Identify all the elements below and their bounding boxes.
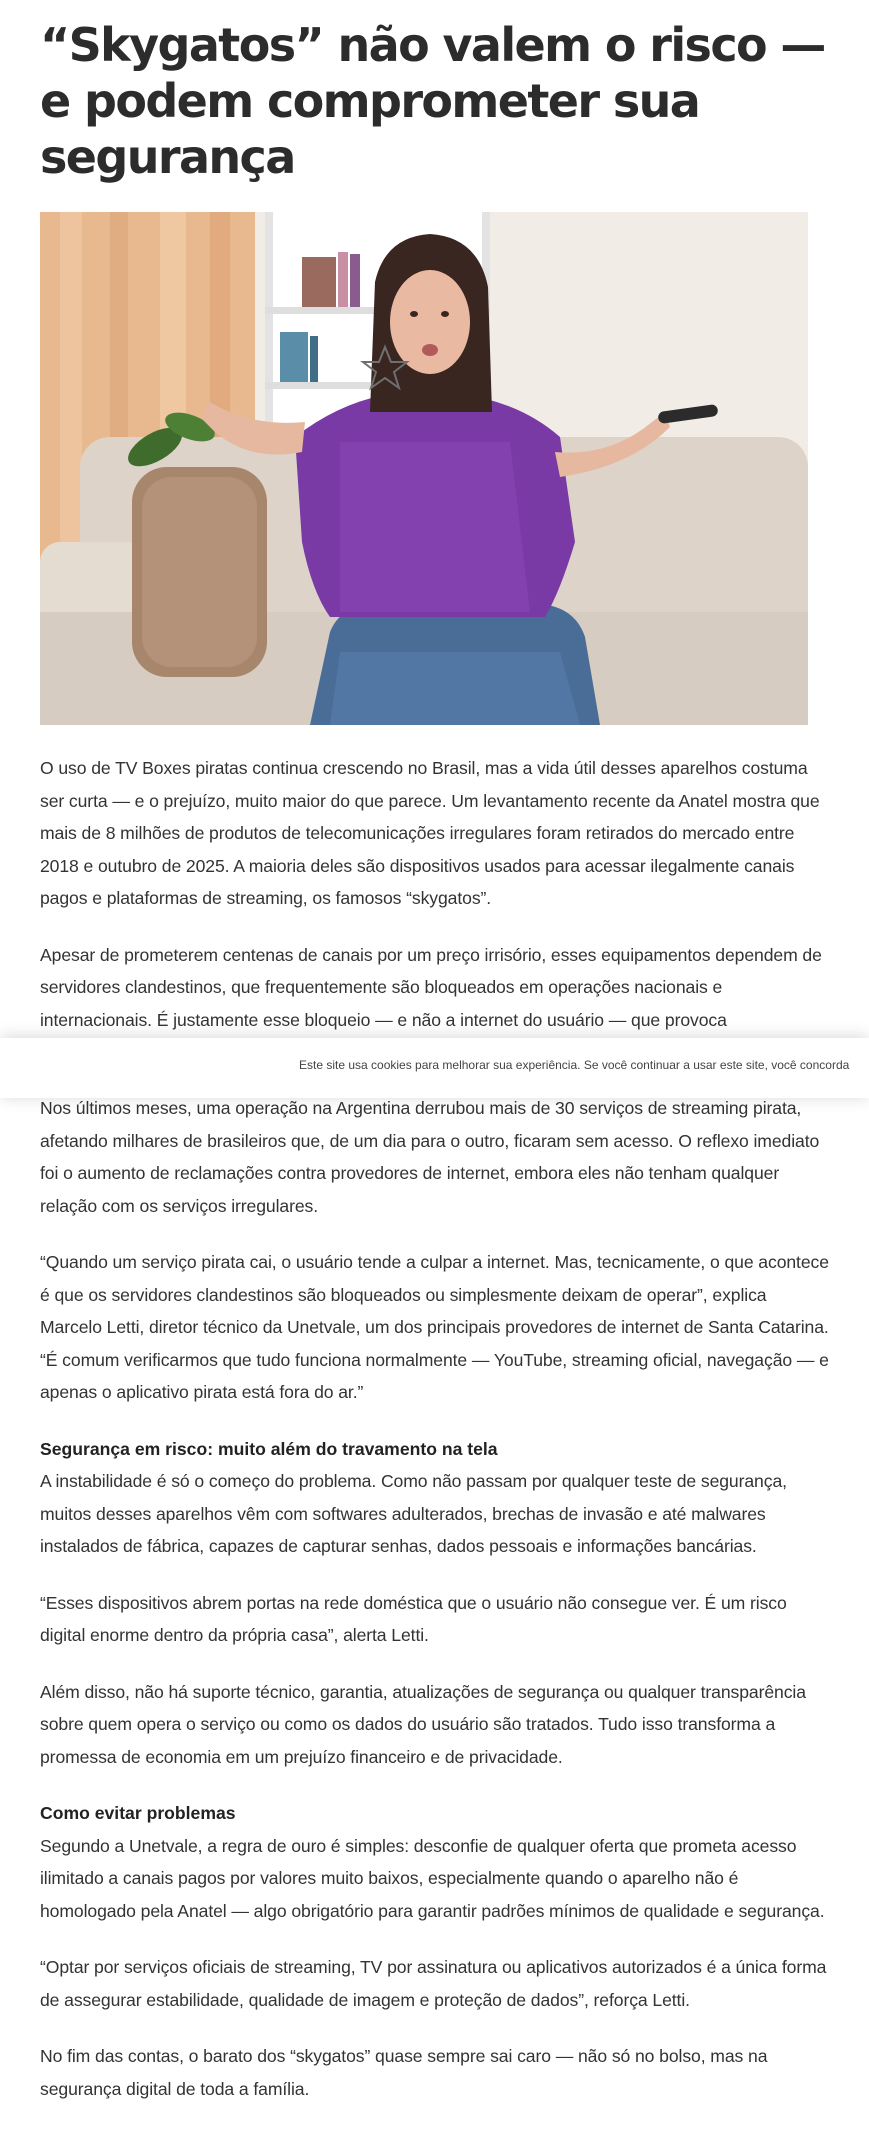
cookie-notice-bar[interactable]: [0, 1038, 869, 1098]
article-paragraph: Nos últimos meses, uma operação na Argentina derrubou mais de 30 serviços de streaming pirata, afetando milhares de brasileiros que, de um dia para o outro, ficaram sem acesso. O reflexo imediato foi o aumento de reclamações contra provedores de internet, embora eles não tenham qualquer relação com os serviços irregulares.: [40, 1098, 820, 1216]
article-paragraph: A instabilidade é só o começo do problema. Como não passam por qualquer teste de segurança, muitos desses aparelhos vêm com softwares adulterados, brechas de invasão e até malwares instalados de fábrica, capazes de capturar senhas, dados pessoais e informações bancárias.: [40, 1471, 787, 1556]
article-paragraph: No fim das contas, o barato dos “skygatos” quase sempre sai caro — não só no bolso, mas na segurança digital de toda a família.: [40, 2046, 768, 2099]
article-paragraph: “Esses dispositivos abrem portas na rede doméstica que o usuário não consegue ver. É um risco digital enorme dentro da própria casa”, alerta Letti.: [40, 1592, 787, 1645]
article-body: [40, 1092, 830, 2129]
article-paragraph: “Optar por serviços oficiais de streaming, TV por assinatura ou aplicativos autorizados é a única forma de assegurar estabilidade, qualidade de imagem e proteção de dados”, reforça Letti.: [40, 1957, 827, 2010]
section-heading-avoid-problems: Como evitar problemas: [40, 1803, 236, 1823]
article-paragraph: Apesar de prometerem centenas de canais por um preço irrisório, esses equipamentos dependem de servidores clandestinos, que frequentemente são bloqueados em operações nacionais e internacionais. É justamente esse bloqueio — e não a internet do usuário — que provoca: [40, 944, 822, 1030]
article-paragraph: Além disso, não há suporte técnico, garantia, atualizações de segurança ou qualquer transparência sobre quem opera o serviço ou como os dados do usuário são tratados. Tudo isso transforma a promessa de economia em um prejuízo financeiro e de privacidade.: [40, 1681, 806, 1767]
hero-image: [40, 212, 808, 725]
article-intro: [40, 752, 830, 1060]
article-paragraph: Segundo a Unetvale, a regra de ouro é simples: desconfie de qualquer oferta que prometa acesso ilimitado a canais pagos por valores muito baixos, especialmente quando o aparelho não é homologado pela Anatel — algo obrigatório para garantir padrões mínimos de qualidade e segurança.: [40, 1835, 825, 1921]
article-paragraph: “Quando um serviço pirata cai, o usuário tende a culpar a internet. Mas, tecnicamente, o que acontece é que os servidores clandestinos são bloqueados ou simplesmente deixam de operar”, explica Marcelo Letti, diretor técnico da Unetvale, um dos principais provedores de internet de Santa Catarina. “É comum verificarmos que tudo funciona normalmente — YouTube, streaming oficial, navegação — e apenas o aplicativo pirata está fora do ar.”: [40, 1252, 829, 1402]
section-heading-security: Segurança em risco: muito além do travamento na tela: [40, 1438, 498, 1459]
article-title: “Skygatos” não valem o risco — e podem comprometer sua segurança: [40, 18, 825, 184]
cookie-notice-text: Este site usa cookies para melhorar sua experiência. Se você continuar a usar este site, você concorda: [299, 1058, 850, 1072]
article-paragraph: O uso de TV Boxes piratas continua crescendo no Brasil, mas a vida útil desses aparelhos costuma ser curta — e o prejuízo, muito maior do que parece. Um levantamento recente da Anatel mostra que mais de 8 milhões de produtos de telecomunicações irregulares foram retirados do mercado entre 2018 e outubro de 2025. A maioria deles são dispositivos usados para acessar ilegalmente canais pagos e plataformas de streaming, os famosos “skygatos”.: [40, 758, 820, 908]
